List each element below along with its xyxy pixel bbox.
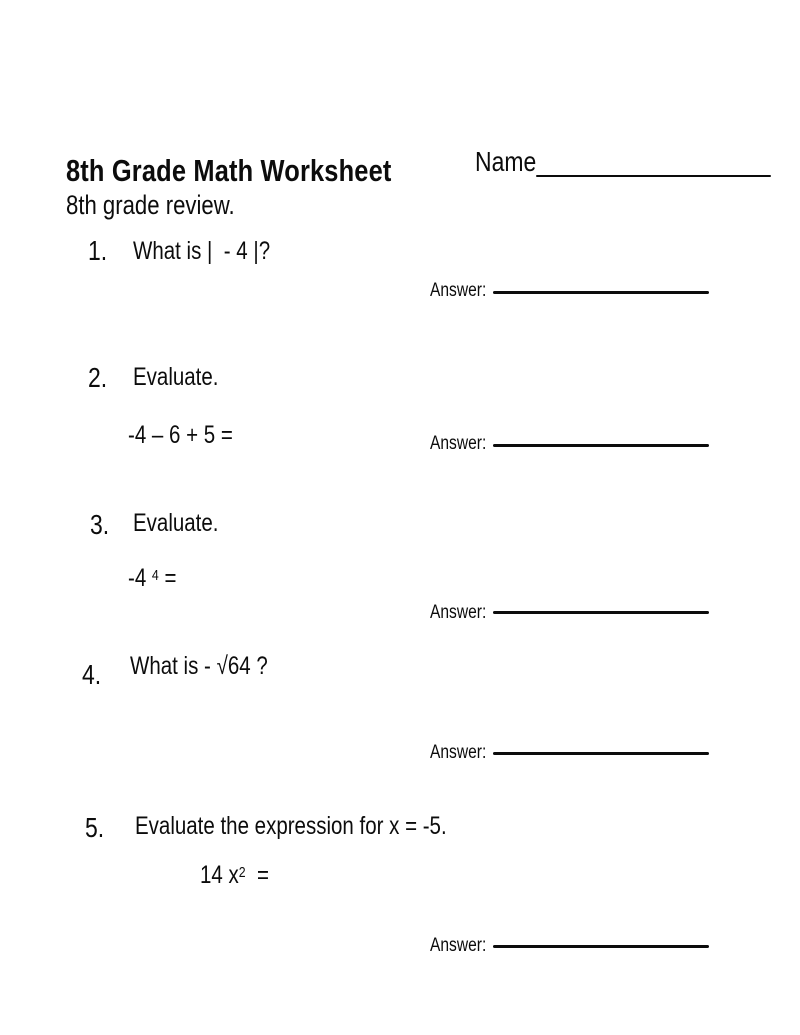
worksheet-subtitle: 8th grade review. (66, 190, 235, 220)
answer-line-2[interactable] (493, 444, 709, 447)
question-1-prompt: What is | - 4 |? (133, 237, 271, 265)
question-2-number: 2. (88, 362, 108, 393)
expression-base: -4 (128, 564, 152, 592)
expression-rest: = (245, 861, 269, 889)
question-4-prompt: What is - √64 ? (130, 652, 268, 680)
answer-label-3: Answer: (430, 602, 487, 623)
question-5-number: 5. (85, 812, 105, 843)
worksheet-title: 8th Grade Math Worksheet (66, 153, 392, 188)
answer-line-3[interactable] (493, 611, 709, 614)
question-5-expression (200, 862, 269, 889)
answer-label-4: Answer: (430, 742, 487, 763)
name-input-line[interactable] (536, 175, 771, 177)
expression-base: 14 x (200, 861, 239, 889)
question-3-expression (128, 565, 176, 592)
answer-line-5[interactable] (493, 945, 709, 948)
expression-superscript: 2 (238, 863, 246, 881)
question-5-prompt: Evaluate the expression for x = -5. (135, 812, 447, 840)
expression-rest: = (158, 564, 177, 592)
expression-base: -4 – 6 + 5 = (128, 421, 233, 449)
answer-label-2: Answer: (430, 433, 487, 454)
question-4-number: 4. (82, 659, 102, 690)
question-2-expression (128, 422, 233, 449)
question-3-prompt: Evaluate. (133, 509, 219, 537)
question-2-prompt: Evaluate. (133, 363, 219, 391)
question-3-number: 3. (90, 509, 110, 540)
expression-superscript: 4 (151, 566, 159, 584)
name-label: Name (475, 146, 537, 177)
answer-line-4[interactable] (493, 752, 709, 755)
answer-line-1[interactable] (493, 291, 709, 294)
answer-label-5: Answer: (430, 935, 487, 956)
question-1-number: 1. (88, 235, 108, 266)
answer-label-1: Answer: (430, 280, 487, 301)
